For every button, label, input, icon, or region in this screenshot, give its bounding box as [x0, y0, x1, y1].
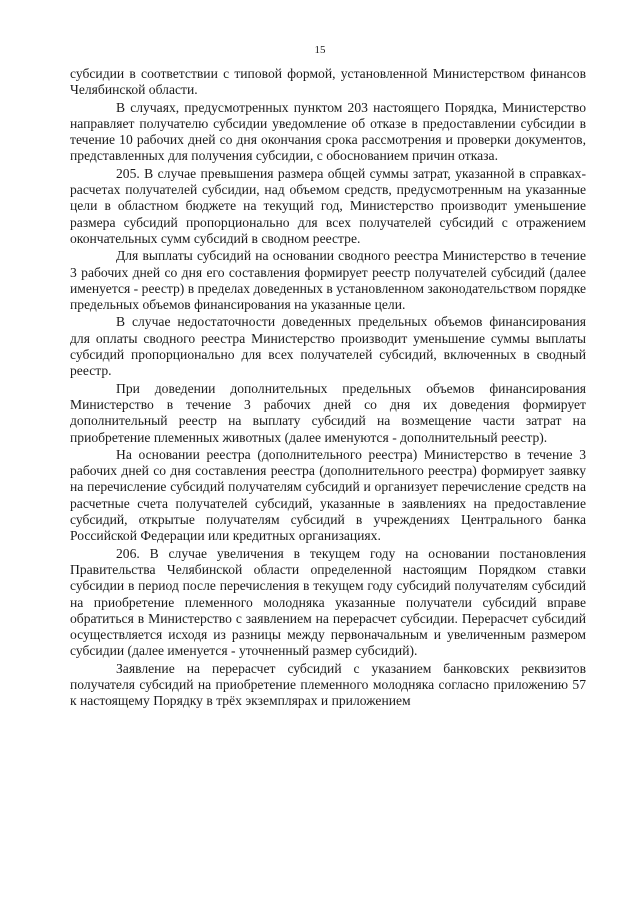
document-body: [70, 66, 586, 711]
paragraph-registry: Для выплаты субсидий на основании сводного реестра Министерство в течение 3 рабочих дней со дня его составления формирует реестр получателей субсидий (далее именуется - реестр) в пределах доведенных в установленном законодательством порядке предельных объемов финансирования на указанные цели.: [70, 248, 586, 313]
paragraph-insufficient-funding: В случае недостаточности доведенных предельных объемов финансирования для оплаты сводного реестра Министерство производит уменьшение суммы выплаты субсидий пропорционально для всех получателей субсидий, включенных в сводный реестр.: [70, 314, 586, 379]
paragraph-refusal-notice: В случаях, предусмотренных пунктом 203 настоящего Порядка, Министерство направляет получателю субсидии уведомление об отказе в предоставлении субсидии в течение 10 рабочих дней со дня окончания срока рассмотрения и проверки документов, представленных для получения субсидии, с обоснованием причин отказа.: [70, 99, 586, 164]
paragraph-206: 206. В случае увеличения в текущем году на основании постановления Правительства Челябинской области определенной настоящим Порядком ставки субсидии в период после перечисления в текущем году субсидий получателям субсидий на приобретение племенного молодняка указанные получатели субсидий вправе обратиться в Министерство с заявлением на перерасчет субсидии. Перерасчет субсидий осуществляется исходя из разницы между первоначальным и увеличенным размером субсидии (далее именуется - уточненный размер субсидий).: [70, 545, 586, 659]
paragraph-205: 205. В случае превышения размера общей суммы затрат, указанной в справках-расчетах получателей субсидии, над объемом средств, предусмотренным на указанные цели в областном бюджете на текущий год, Министерство производит уменьшение размера субсидий пропорционально для всех получателей субсидий с отражением окончательных сумм субсидий в сводном реестре.: [70, 165, 586, 246]
paragraph-additional-registry: При доведении дополнительных предельных объемов финансирования Министерство в течение 3 рабочих дней со дня их доведения формирует дополнительный реестр на выплату субсидий на возмещение части затрат на приобретение племенных животных (далее именуются - дополнительный реестр).: [70, 380, 586, 445]
paragraph-transfer-request: На основании реестра (дополнительного реестра) Министерство в течение 3 рабочих дней со дня составления реестра (дополнительного реестра) формирует заявку на перечисление субсидий получателям субсидий и организует перечисление средств на расчетные счета получателей субсидий, указанные в заявлениях на предоставление субсидий, открытые получателям субсидий в учреждениях Центрального банка Российской Федерации или кредитных организациях.: [70, 446, 586, 544]
paragraph-continuation: субсидии в соответствии с типовой формой, установленной Министерством финансов Челябинской области.: [70, 66, 586, 98]
page-number: 15: [314, 44, 326, 56]
paragraph-recalculation-application: Заявление на перерасчет субсидий с указанием банковских реквизитов получателя субсидий на приобретение племенного молодняка согласно приложению 57 к настоящему Порядку в трёх экземплярах и приложением: [70, 660, 586, 709]
